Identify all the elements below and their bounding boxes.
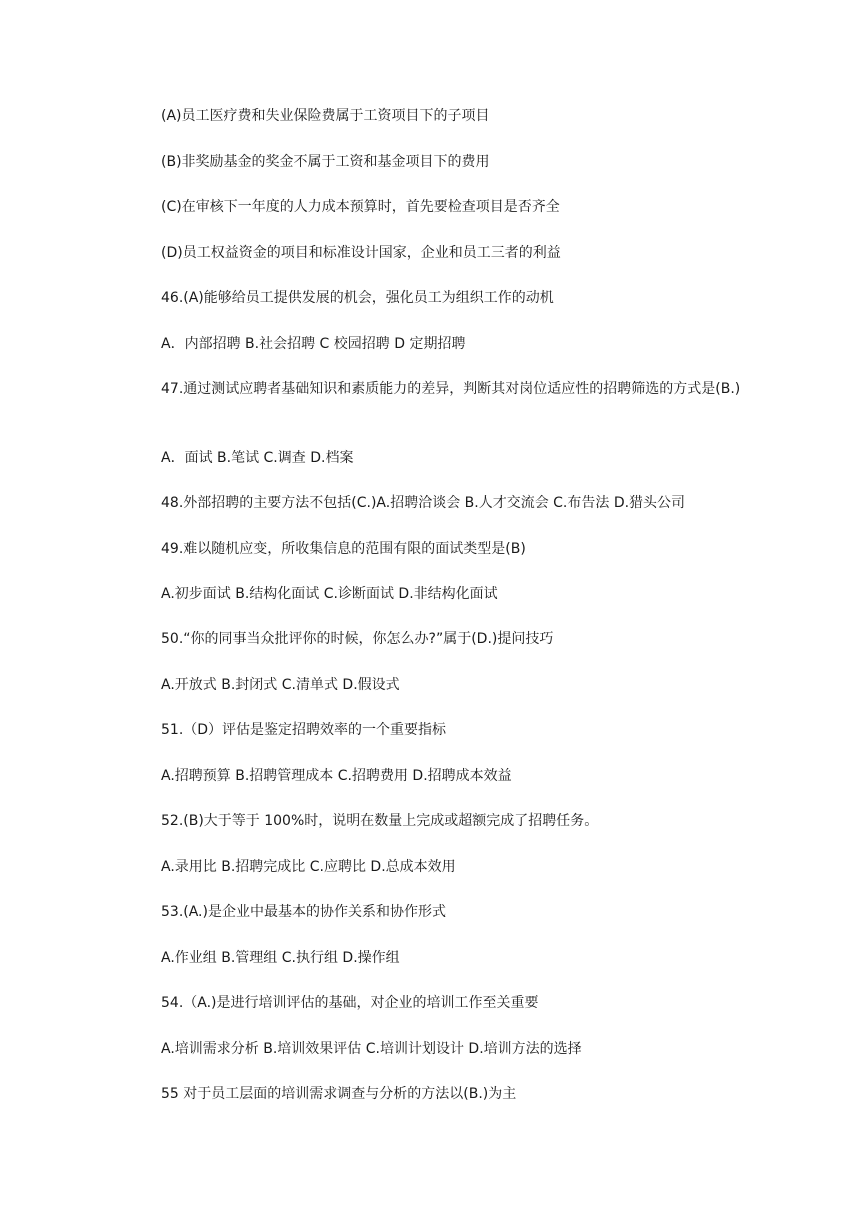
question-53-options: A.作业组 B.管理组 C.执行组 D.操作组 [161,950,400,966]
option-b-line: (B)非奖励基金的奖金不属于工资和基金项目下的费用 [161,154,490,170]
question-46-options: A．内部招聘 B.社会招聘 C 校园招聘 D 定期招聘 [161,336,466,352]
question-54-options: A.培训需求分析 B.培训效果评估 C.培训计划设计 D.培训方法的选择 [161,1041,582,1057]
question-47-options: A．面试 B.笔试 C.调查 D.档案 [161,450,354,466]
question-51-options: A.招聘预算 B.招聘管理成本 C.招聘费用 D.招聘成本效益 [161,768,512,784]
question-55: 55 对于员工层面的培训需求调查与分析的方法以(B.)为主 [161,1086,517,1102]
question-52: 52.(B)大于等于 100%时，说明在数量上完成或超额完成了招聘任务。 [161,813,599,829]
question-51: 51.（D）评估是鉴定招聘效率的一个重要指标 [161,722,447,738]
question-53: 53.(A.)是企业中最基本的协作关系和协作形式 [161,904,446,920]
option-c-line: (C)在审核下一年度的人力成本预算时，首先要检查项目是否齐全 [161,199,560,215]
question-48: 48.外部招聘的主要方法不包括(C.)A.招聘洽谈会 B.人才交流会 C.布告法 D.猎头公司 [161,495,686,511]
question-52-options: A.录用比 B.招聘完成比 C.应聘比 D.总成本效用 [161,859,456,875]
question-47: 47.通过测试应聘者基础知识和素质能力的差异，判断其对岗位适应性的招聘筛选的方式是(B.) [161,381,741,397]
question-49: 49.难以随机应变，所收集信息的范围有限的面试类型是(B) [161,541,526,557]
question-54: 54.（A.)是进行培训评估的基础，对企业的培训工作至关重要 [161,995,539,1011]
question-50: 50.“你的同事当众批评你的时候，你怎么办?”属于(D.)提问技巧 [161,631,554,647]
question-50-options: A.开放式 B.封闭式 C.清单式 D.假设式 [161,677,400,693]
question-46: 46.(A)能够给员工提供发展的机会，强化员工为组织工作的动机 [161,290,554,306]
question-49-options: A.初步面试 B.结构化面试 C.诊断面试 D.非结构化面试 [161,586,498,602]
option-d-line: (D)员工权益资金的项目和标准设计国家，企业和员工三者的利益 [161,245,561,261]
option-a-line: (A)员工医疗费和失业保险费属于工资项目下的子项目 [161,108,490,124]
